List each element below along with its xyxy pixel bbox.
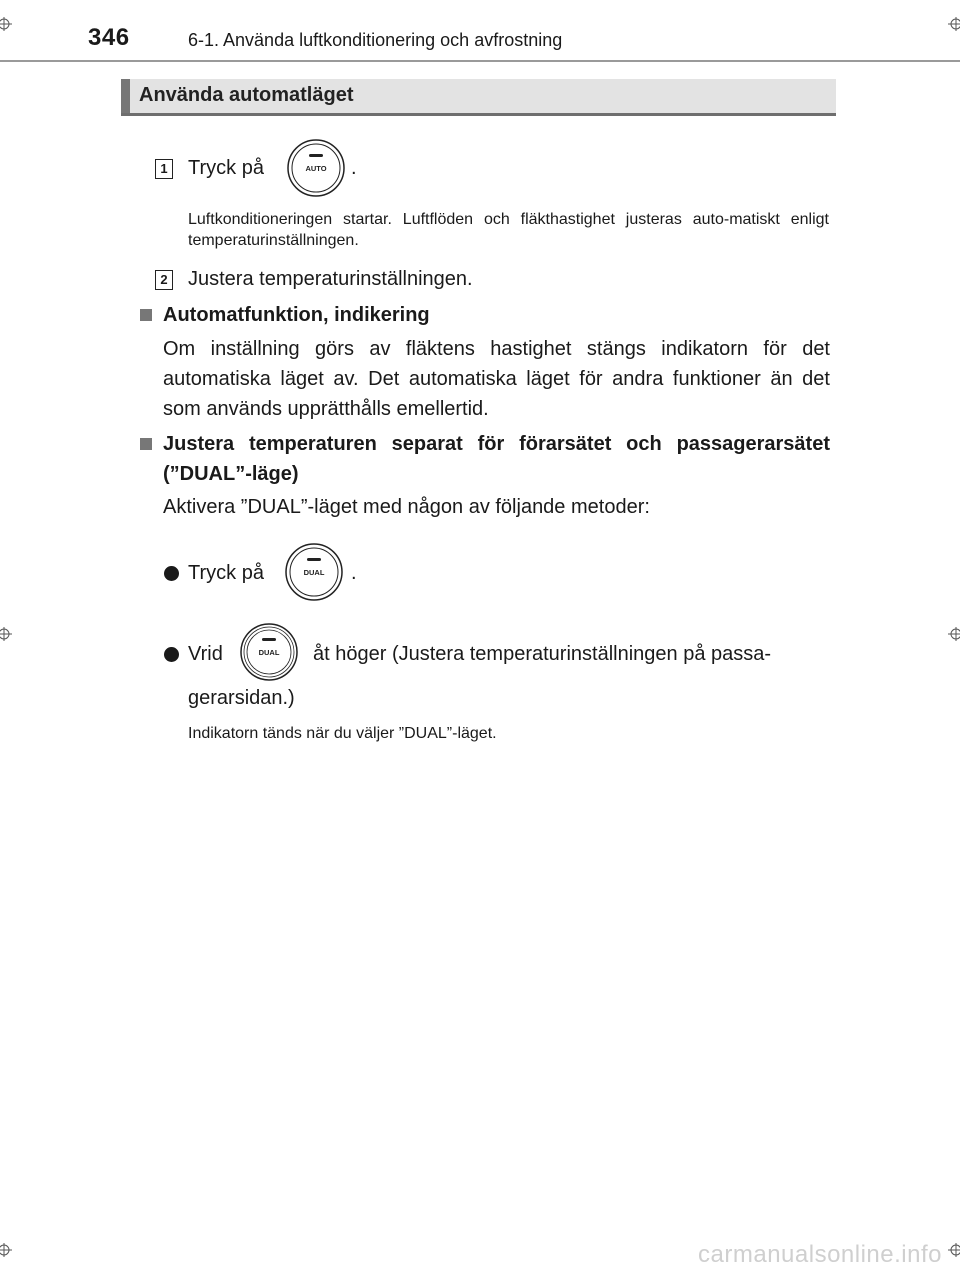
round-bullet-icon xyxy=(164,566,179,581)
auto-button-label: AUTO xyxy=(305,164,327,173)
step-1-note: Luftkonditioneringen startar. Luftflöden och fläkthastighet justeras auto-matiskt enligt temperaturinställningen. xyxy=(188,211,829,249)
topic-1-body: Om inställning görs av fläktens hastighet stängs indikatorn för det automatiska läget av. Det automatiska läget för andra funktioner än det som används upprätthålls emellertid. xyxy=(163,338,830,420)
step-number-1: 1 xyxy=(155,159,173,179)
crop-mark-icon xyxy=(0,624,18,644)
final-note: Indikatorn tänds när du väljer ”DUAL”-läget. xyxy=(188,725,497,742)
section-title: Använda automatläget xyxy=(139,84,354,106)
dual-knob-icon xyxy=(239,622,299,682)
step-1-period: . xyxy=(351,157,357,179)
step-2-text: Justera temperaturinställningen. xyxy=(188,268,473,290)
chapter-title: 6-1. Använda luftkonditionering och avfrostning xyxy=(188,30,563,50)
step-number-2: 2 xyxy=(155,270,173,290)
square-bullet-icon xyxy=(140,309,152,321)
dual-button-label: DUAL xyxy=(303,568,325,577)
crop-mark-icon xyxy=(0,1240,18,1260)
topic-2-heading: Justera temperaturen separat för förarsätet och passagerarsätet (”DUAL”-läge) xyxy=(163,433,830,485)
crop-mark-icon xyxy=(0,14,18,34)
round-bullet-icon xyxy=(164,647,179,662)
method-2-text: Vrid xyxy=(188,643,223,665)
topic-1-heading: Automatfunktion, indikering xyxy=(163,304,430,326)
topic-2-body: Aktivera ”DUAL”-läget med någon av följande metoder: xyxy=(163,496,650,518)
dual-button-icon xyxy=(284,542,344,602)
method-1-period: . xyxy=(351,562,357,584)
section-accent xyxy=(121,79,130,113)
crop-mark-icon xyxy=(942,1240,960,1260)
method-1-text: Tryck på xyxy=(188,562,264,584)
crop-mark-icon xyxy=(942,624,960,644)
header-divider xyxy=(0,60,960,62)
method-2-text-after: åt höger (Justera temperaturinställningen på passa- xyxy=(313,643,772,665)
square-bullet-icon xyxy=(140,438,152,450)
section-header xyxy=(121,79,836,116)
method-2-text-cont: gerarsidan.) xyxy=(188,687,295,709)
page-number: 346 xyxy=(88,24,130,51)
auto-button-icon xyxy=(286,138,346,198)
footer-watermark: carmanualsonline.info xyxy=(698,1241,942,1268)
step-1-text: Tryck på xyxy=(188,157,264,179)
dual-knob-label: DUAL xyxy=(258,648,280,657)
crop-mark-icon xyxy=(942,14,960,34)
